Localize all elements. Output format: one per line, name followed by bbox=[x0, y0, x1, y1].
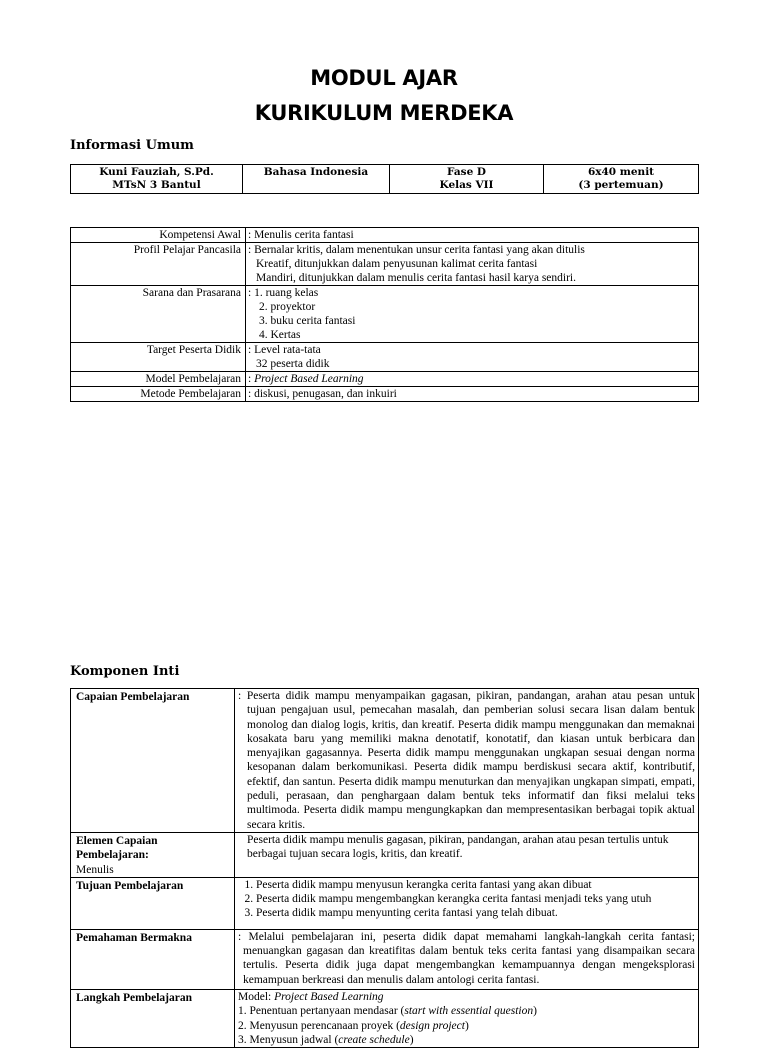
sarana-label: Sarana dan Prasarana bbox=[71, 286, 246, 343]
phase-label: Fase D bbox=[446, 166, 487, 178]
target-label: Target Peserta Didik bbox=[71, 343, 246, 372]
info-table bbox=[70, 164, 699, 194]
table-row bbox=[71, 228, 699, 243]
elemen-label-line2: Pembelajaran: bbox=[76, 849, 149, 862]
langkah-step-text: 3. Menyusun jadwal ( bbox=[238, 1033, 339, 1046]
model-value bbox=[246, 372, 699, 387]
teacher-cell bbox=[71, 165, 243, 194]
langkah-step bbox=[238, 1004, 695, 1018]
sarana-line: : 1. ruang kelas bbox=[248, 287, 319, 299]
duration-cell bbox=[544, 165, 699, 194]
pemahaman-label-cell bbox=[71, 929, 235, 989]
document-title-line1: MODUL AJAR bbox=[310, 66, 458, 90]
table-row bbox=[71, 286, 699, 343]
langkah-step-suffix: ) bbox=[464, 1019, 469, 1032]
pemahaman-value bbox=[235, 929, 699, 989]
model-prefix: : bbox=[248, 373, 255, 385]
list-item: 1. Peserta didik mampu menyusun kerangka cerita fantasi yang akan dibuat bbox=[256, 878, 695, 892]
sarana-line: 3. buku cerita fantasi bbox=[259, 315, 356, 327]
table-row bbox=[71, 165, 699, 194]
table-row bbox=[71, 689, 699, 833]
table-row bbox=[71, 929, 699, 989]
elemen-label-line1: Elemen Capaian bbox=[76, 834, 158, 847]
profil-line: Kreatif, ditunjukkan dalam penyusunan kalimat cerita fantasi bbox=[256, 258, 538, 270]
class-label: Kelas VII bbox=[439, 179, 494, 191]
capaian-label: Capaian Pembelajaran bbox=[76, 691, 190, 703]
langkah-step-italic: create schedule bbox=[338, 1033, 410, 1046]
metode-label: Metode Pembelajaran bbox=[71, 387, 246, 402]
sarana-line: 2. proyektor bbox=[259, 301, 316, 313]
pemahaman-label: Pemahaman Bermakna bbox=[76, 931, 192, 944]
langkah-model-name: Project Based Learning bbox=[274, 990, 384, 1003]
model-name: Project Based Learning bbox=[254, 373, 364, 385]
detail-table bbox=[70, 227, 699, 402]
elemen-value bbox=[235, 832, 699, 877]
target-line: 32 peserta didik bbox=[256, 358, 330, 370]
subject-name: Bahasa Indonesia bbox=[263, 166, 369, 178]
metode-value: : diskusi, penugasan, dan inkuiri bbox=[246, 387, 699, 402]
komponen-table bbox=[70, 688, 699, 1048]
langkah-step-italic: design project bbox=[399, 1019, 465, 1032]
list-item: 3. Peserta didik mampu menyunting cerita fantasi yang telah dibuat. bbox=[256, 906, 695, 920]
langkah-step bbox=[238, 1019, 695, 1033]
table-row bbox=[71, 832, 699, 877]
sarana-value bbox=[246, 286, 699, 343]
langkah-step-suffix: ) bbox=[409, 1033, 414, 1046]
langkah-value bbox=[235, 989, 699, 1047]
teacher-name: Kuni Fauziah, S.Pd. bbox=[99, 166, 214, 178]
model-label: Model Pembelajaran bbox=[71, 372, 246, 387]
duration-label: 6x40 menit bbox=[587, 166, 655, 178]
pemahaman-text: : Melalui pembelajaran ini, peserta didik dapat memahami langkah-langkah cerita fantasi; menuangkan gagasan dan kreatifitas dalam bentuk teks cerita fantasi yang disampaikan secara tertulis. Peserta didik juga dapat mengembangkan kemampuannya dengan mengeksplorasi kemampuan berkreasi dan menulis dalam antologi cerita fantasi. bbox=[238, 930, 695, 986]
tujuan-list bbox=[238, 878, 695, 921]
phase-cell bbox=[390, 165, 544, 194]
target-value bbox=[246, 343, 699, 372]
list-item: 2. Peserta didik mampu mengembangkan kerangka cerita fantasi menjadi teks yang utuh bbox=[256, 892, 695, 906]
langkah-step-suffix: ) bbox=[533, 1005, 537, 1018]
kompetensi-value: : Menulis cerita fantasi bbox=[246, 228, 699, 243]
kompetensi-label: Kompetensi Awal bbox=[71, 228, 246, 243]
sarana-line: 4. Kertas bbox=[259, 329, 301, 341]
elemen-sublabel: Menulis bbox=[76, 863, 114, 876]
table-row bbox=[71, 877, 699, 929]
profil-label: Profil Pelajar Pancasila bbox=[71, 243, 246, 286]
table-row bbox=[71, 343, 699, 372]
section-heading-informasi-umum: Informasi Umum bbox=[70, 138, 194, 153]
school-name: MTsN 3 Bantul bbox=[112, 179, 201, 191]
table-row bbox=[71, 372, 699, 387]
target-line: : Level rata-tata bbox=[248, 344, 321, 356]
langkah-step-text: 1. Penentuan pertanyaan mendasar ( bbox=[238, 1005, 405, 1018]
meetings-label: (3 pertemuan) bbox=[578, 179, 664, 191]
profil-line: Mandiri, ditunjukkan dalam menulis cerita fantasi hasil karya sendiri. bbox=[256, 272, 576, 284]
elemen-label-cell bbox=[71, 832, 235, 877]
document-title-line2: KURIKULUM MERDEKA bbox=[254, 101, 514, 125]
section-heading-komponen-inti: Komponen Inti bbox=[70, 664, 180, 679]
subject-cell bbox=[243, 165, 390, 194]
langkah-label: Langkah Pembelajaran bbox=[76, 991, 192, 1004]
langkah-step bbox=[238, 1033, 695, 1047]
table-row bbox=[71, 989, 699, 1047]
langkah-step-text: 2. Menyusun perencanaan proyek ( bbox=[238, 1019, 400, 1032]
table-row bbox=[71, 243, 699, 286]
langkah-model-prefix: Model: bbox=[238, 990, 275, 1003]
profil-line: : Bernalar kritis, dalam menentukan unsur cerita fantasi yang akan ditulis bbox=[248, 244, 585, 256]
tujuan-label-cell bbox=[71, 877, 235, 929]
tujuan-value bbox=[235, 877, 699, 929]
capaian-label-cell bbox=[71, 689, 235, 833]
langkah-model bbox=[238, 990, 695, 1004]
profil-value bbox=[246, 243, 699, 286]
langkah-step-italic: start with essential question bbox=[404, 1005, 534, 1018]
capaian-value bbox=[235, 689, 699, 833]
langkah-label-cell bbox=[71, 989, 235, 1047]
capaian-text: : Peserta didik mampu menyampaikan gagasan, pikiran, pandangan, arahan atau pesan untuk tujuan pengajuan usul, pemecahan masalah, dan pemberian solusi secara lisan dalam bentuk monolog dan dialog logis, kritis, dan kreatif. Peserta didik mampu menggunakan dan memaknai kosakata baru yang memiliki makna denotatif, konotatif, dan kiasan untuk berbicara dan menyajikan gagasannya. Peserta didik mampu menggunakan ungkapan sesuai dengan norma kesopanan dalam berkomunikasi. Peserta didik mampu berdiskusi secara aktif, kontributif, efektif, dan santun. Peserta didik mampu menuturkan dan menyajikan ungkapan simpati, empati, peduli, perasaan, dan penghargaan dalam bentuk teks informatif dan fiksi melalui teks multimoda. Peserta didik mampu mengungkapkan dan mempresentasikan berbagai topik aktual secara kritis. bbox=[238, 690, 695, 831]
table-row bbox=[71, 387, 699, 402]
tujuan-label: Tujuan Pembelajaran bbox=[76, 879, 184, 892]
elemen-text: Peserta didik mampu menulis gagasan, pikiran, pandangan, arahan atau pesan tertulis untuk berbagai tujuan secara logis, kritis, dan kreatif. bbox=[247, 833, 669, 861]
